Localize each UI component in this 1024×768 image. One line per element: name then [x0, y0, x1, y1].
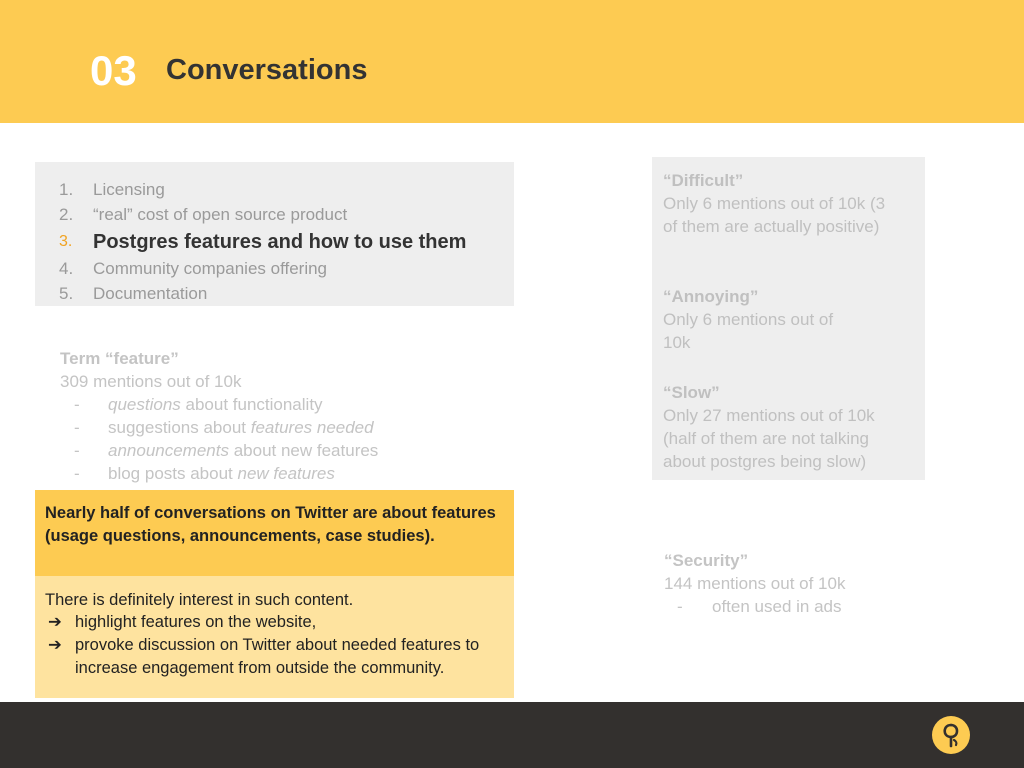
- agenda-item: [59, 257, 466, 282]
- agenda-item: [59, 178, 466, 203]
- page-title: Conversations: [166, 54, 368, 86]
- bullet-dash: -: [74, 441, 80, 460]
- agenda-item: [59, 282, 466, 307]
- annoying-block: [663, 285, 913, 354]
- agenda-item: [59, 203, 466, 228]
- difficult-text: Only 6 mentions out of 10k (3 of them are actually positive): [663, 194, 886, 236]
- slow-block: [663, 381, 913, 473]
- bullet-text: provoke discussion on Twitter about needed features to increase engagement from outside the community.: [75, 636, 480, 677]
- bullet-emphasis: announcements: [108, 441, 229, 460]
- bullet-text: highlight features on the website,: [75, 613, 317, 631]
- bullet-text: about functionality: [180, 395, 323, 414]
- bullet-dash: -: [677, 597, 683, 616]
- bullet-dash: -: [74, 395, 80, 414]
- security-mentions: 144 mentions out of 10k: [664, 574, 846, 593]
- difficult-block: [663, 169, 913, 238]
- arrow-icon: ➔: [48, 613, 62, 631]
- agenda-list: [59, 178, 466, 306]
- agenda-panel: [35, 162, 514, 306]
- slow-title: “Slow”: [663, 383, 720, 402]
- bullet-emphasis: new features: [237, 464, 335, 483]
- bullet-text: about new features: [228, 441, 379, 460]
- sentiment-panel: [652, 157, 925, 480]
- difficult-title: “Difficult”: [663, 171, 744, 190]
- agenda-item-number: 3.: [59, 233, 73, 250]
- bullet-dash: -: [74, 418, 80, 437]
- list-item: [48, 634, 508, 680]
- annoying-text: Only 6 mentions out of 10k: [663, 310, 834, 352]
- slow-text: Only 27 mentions out of 10k (half of them are not talking about postgres being slow): [663, 406, 875, 471]
- section-number: 03: [90, 47, 137, 94]
- agenda-item-number: 5.: [59, 283, 74, 303]
- term-bullets: [60, 393, 510, 485]
- annoying-title: “Annoying”: [663, 287, 759, 306]
- security-block: [664, 549, 924, 618]
- callout-detail-box: [35, 576, 514, 698]
- agenda-item-number: 4.: [59, 259, 74, 278]
- term-title: Term “feature”: [60, 349, 179, 368]
- agenda-item-label: Documentation: [93, 283, 208, 303]
- security-title: “Security”: [664, 551, 749, 570]
- bullet-emphasis: features needed: [250, 418, 374, 437]
- list-item: [664, 595, 924, 618]
- bullet-text: suggestions about: [108, 418, 251, 437]
- agenda-item-label: Licensing: [93, 180, 165, 199]
- list-item: [60, 393, 510, 416]
- callout-bullets: [48, 611, 508, 680]
- bullet-text: blog posts about: [108, 464, 238, 483]
- footer-bar: [0, 702, 1024, 768]
- agenda-item-active: [59, 227, 466, 257]
- callout-headline-box: [35, 490, 514, 576]
- agenda-item-number: 2.: [59, 204, 74, 224]
- list-item: [48, 611, 508, 634]
- callout-intro: There is definitely interest in such content.: [45, 591, 354, 609]
- security-bullets: [664, 595, 924, 618]
- list-item: [60, 416, 510, 439]
- term-mentions: 309 mentions out of 10k: [60, 372, 242, 391]
- term-feature-block: [60, 347, 510, 485]
- agenda-item-number: 1.: [59, 180, 74, 199]
- bullet-text: often used in ads: [712, 597, 842, 616]
- callout-headline: Nearly half of conversations on Twitter are about features (usage questions, announcements, case studies).: [45, 504, 496, 545]
- arrow-icon: ➔: [48, 636, 62, 654]
- bullet-dash: -: [74, 464, 80, 483]
- bullet-emphasis: questions: [108, 395, 181, 414]
- agenda-item-label: Postgres features and how to use them: [93, 231, 467, 253]
- header-bar: [0, 0, 1024, 123]
- list-item: [60, 462, 510, 485]
- list-item: [60, 439, 510, 462]
- agenda-item-label: “real” cost of open source product: [93, 204, 348, 224]
- elephant-logo-icon: [932, 716, 970, 754]
- agenda-item-label: Community companies offering: [93, 259, 328, 278]
